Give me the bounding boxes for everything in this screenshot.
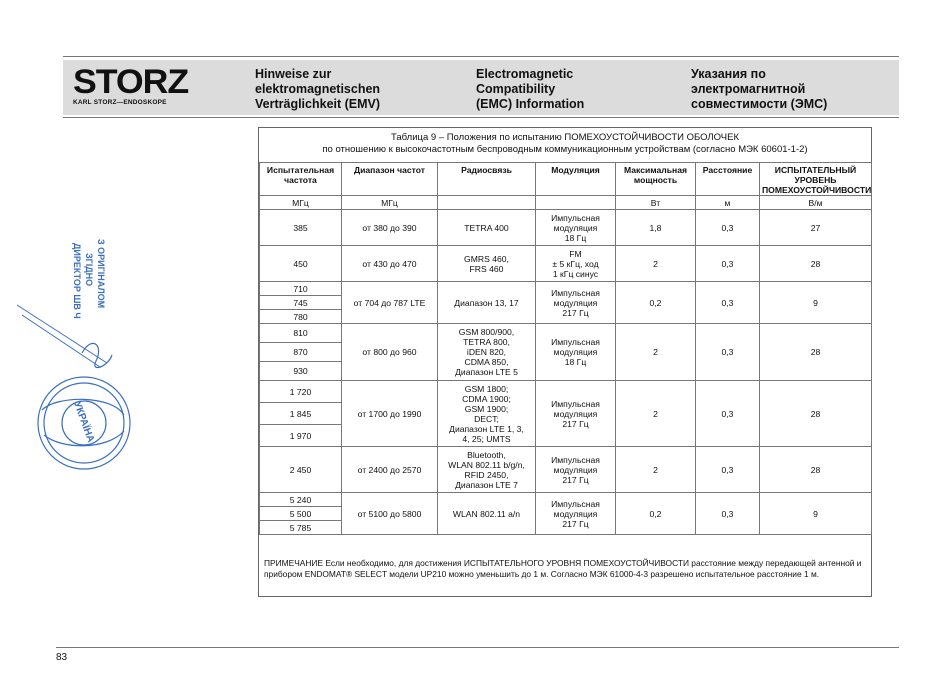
level-cell: 28 bbox=[760, 447, 872, 493]
level-cell: 28 bbox=[760, 381, 872, 447]
bottom-rule bbox=[56, 647, 899, 648]
freq-cell: 2 450 bbox=[260, 447, 342, 493]
unit-service bbox=[438, 196, 536, 210]
freq-cell: 780 bbox=[260, 310, 342, 324]
freq-cell: 710 bbox=[260, 282, 342, 296]
header-russian: Указания по электромагнитной совместимости (ЭМС) bbox=[691, 67, 828, 111]
table-row bbox=[260, 493, 872, 507]
logo-subtitle: KARL STORZ—ENDOSKOPE bbox=[73, 99, 167, 106]
modulation-cell: FM ± 5 кГц, ход 1 кГц синус bbox=[536, 246, 616, 282]
top-rule bbox=[63, 56, 899, 57]
table-row bbox=[260, 246, 872, 282]
band-cell: от 1700 до 1990 bbox=[342, 381, 438, 447]
immunity-table bbox=[259, 162, 872, 535]
immunity-table-box bbox=[258, 127, 872, 597]
level-cell: 9 bbox=[760, 493, 872, 535]
band-cell: от 430 до 470 bbox=[342, 246, 438, 282]
table-row bbox=[260, 381, 872, 403]
signature-stroke bbox=[17, 305, 107, 363]
service-cell: Bluetooth, WLAN 802.11 b/g/n, RFID 2450, Диапазон LTE 7 bbox=[438, 447, 536, 493]
storz-logo bbox=[73, 63, 189, 106]
power-cell: 1,8 bbox=[616, 210, 696, 246]
col-freq-header: Испытательная частота bbox=[260, 163, 342, 196]
header-band bbox=[63, 60, 899, 115]
modulation-cell: Импульсная модуляция 217 Гц bbox=[536, 447, 616, 493]
distance-cell: 0,3 bbox=[696, 246, 760, 282]
modulation-cell: Импульсная модуляция 217 Гц bbox=[536, 282, 616, 324]
freq-cell: 5 785 bbox=[260, 521, 342, 535]
stamp-center-text: УКРАЇНА bbox=[71, 400, 97, 445]
table-body bbox=[260, 210, 872, 535]
table-title: Таблица 9 – Положения по испытанию ПОМЕХОУСТОЙЧИВОСТИ ОБОЛОЧЕК по отношению к высокочастотным беспроводным коммуникационным устройствам (согласно МЭК 60601-1-2) bbox=[322, 132, 808, 155]
page-number: 83 bbox=[56, 652, 68, 663]
table-row bbox=[260, 324, 872, 343]
band-cell: от 800 до 960 bbox=[342, 324, 438, 381]
header-german: Hinweise zur elektromagnetischen Verträglichkeit (EMV) bbox=[255, 67, 381, 111]
table-row bbox=[260, 210, 872, 246]
band-cell: от 704 до 787 LTE bbox=[342, 282, 438, 324]
stamp-text-line3: ДИРЕКТОР ШВ Ч bbox=[72, 243, 82, 319]
distance-cell: 0,3 bbox=[696, 324, 760, 381]
stamp-text-line1: З ОРИГІНАЛОМ bbox=[96, 239, 106, 309]
service-cell: Диапазон 13, 17 bbox=[438, 282, 536, 324]
freq-cell: 5 500 bbox=[260, 507, 342, 521]
power-cell: 2 bbox=[616, 324, 696, 381]
col-distance-header: Расстояние bbox=[696, 163, 760, 196]
distance-cell: 0,3 bbox=[696, 381, 760, 447]
band-cell: от 2400 до 2570 bbox=[342, 447, 438, 493]
unit-freq: МГц bbox=[260, 196, 342, 210]
table-row bbox=[260, 447, 872, 493]
unit-level: В/м bbox=[760, 196, 872, 210]
service-cell: TETRA 400 bbox=[438, 210, 536, 246]
level-cell: 28 bbox=[760, 246, 872, 282]
logo-text: STORZ bbox=[73, 63, 189, 101]
power-cell: 2 bbox=[616, 246, 696, 282]
stamp-text-line2: ЗГІДНО bbox=[84, 253, 94, 287]
modulation-cell: Импульсная модуляция 18 Гц bbox=[536, 324, 616, 381]
col-modulation-header: Модуляция bbox=[536, 163, 616, 196]
freq-cell: 5 240 bbox=[260, 493, 342, 507]
signature-flourish bbox=[82, 343, 112, 367]
freq-cell: 450 bbox=[260, 246, 342, 282]
level-cell: 28 bbox=[760, 324, 872, 381]
service-cell: GSM 1800; CDMA 1900; GSM 1900; DECT; Диапазон LTE 1, 3, 4, 25; UMTS bbox=[438, 381, 536, 447]
modulation-cell: Импульсная модуляция 18 Гц bbox=[536, 210, 616, 246]
level-cell: 27 bbox=[760, 210, 872, 246]
service-cell: GSM 800/900, TETRA 800, iDEN 820, CDMA 850, Диапазон LTE 5 bbox=[438, 324, 536, 381]
band-cell: от 5100 до 5800 bbox=[342, 493, 438, 535]
modulation-cell: Импульсная модуляция 217 Гц bbox=[536, 381, 616, 447]
unit-band: МГц bbox=[342, 196, 438, 210]
unit-distance: м bbox=[696, 196, 760, 210]
freq-cell: 870 bbox=[260, 343, 342, 362]
freq-cell: 1 970 bbox=[260, 425, 342, 447]
freq-cell: 810 bbox=[260, 324, 342, 343]
col-band-header: Диапазон частот bbox=[342, 163, 438, 196]
band-cell: от 380 до 390 bbox=[342, 210, 438, 246]
distance-cell: 0,3 bbox=[696, 282, 760, 324]
approval-stamp bbox=[12, 235, 152, 485]
unit-power: Вт bbox=[616, 196, 696, 210]
power-cell: 2 bbox=[616, 381, 696, 447]
freq-cell: 1 720 bbox=[260, 381, 342, 403]
header-bottom-rule bbox=[63, 117, 899, 118]
unit-modulation bbox=[536, 196, 616, 210]
power-cell: 0,2 bbox=[616, 282, 696, 324]
level-cell: 9 bbox=[760, 282, 872, 324]
header-english: Electromagnetic Compatibility (EMC) Information bbox=[476, 67, 585, 111]
service-cell: GMRS 460, FRS 460 bbox=[438, 246, 536, 282]
power-cell: 2 bbox=[616, 447, 696, 493]
freq-cell: 385 bbox=[260, 210, 342, 246]
table-units-row bbox=[260, 196, 872, 210]
distance-cell: 0,3 bbox=[696, 493, 760, 535]
service-cell: WLAN 802.11 a/n bbox=[438, 493, 536, 535]
freq-cell: 930 bbox=[260, 362, 342, 381]
modulation-cell: Импульсная модуляция 217 Гц bbox=[536, 493, 616, 535]
distance-cell: 0,3 bbox=[696, 447, 760, 493]
col-power-header: Максимальная мощность bbox=[616, 163, 696, 196]
power-cell: 0,2 bbox=[616, 493, 696, 535]
table-note: ПРИМЕЧАНИЕ Если необходимо, для достижения ИСПЫТАТЕЛЬНОГО УРОВНЯ ПОМЕХОУСТОЙЧИВОСТИ расстояние между передающей антенной и прибором ENDOMAT® SELECT модели UP210 можно уменьшить до 1 м. Согласно МЭК 61000-4-3 разрешено испытательное расстояние 1 м. bbox=[264, 558, 862, 579]
table-row bbox=[260, 282, 872, 296]
freq-cell: 1 845 bbox=[260, 403, 342, 425]
col-level-header: ИСПЫТАТЕЛЬНЫЙ УРОВЕНЬ ПОМЕХОУСТОЙЧИВОСТИ bbox=[760, 163, 872, 196]
col-service-header: Радиосвязь bbox=[438, 163, 536, 196]
distance-cell: 0,3 bbox=[696, 210, 760, 246]
table-header-row bbox=[260, 163, 872, 196]
freq-cell: 745 bbox=[260, 296, 342, 310]
